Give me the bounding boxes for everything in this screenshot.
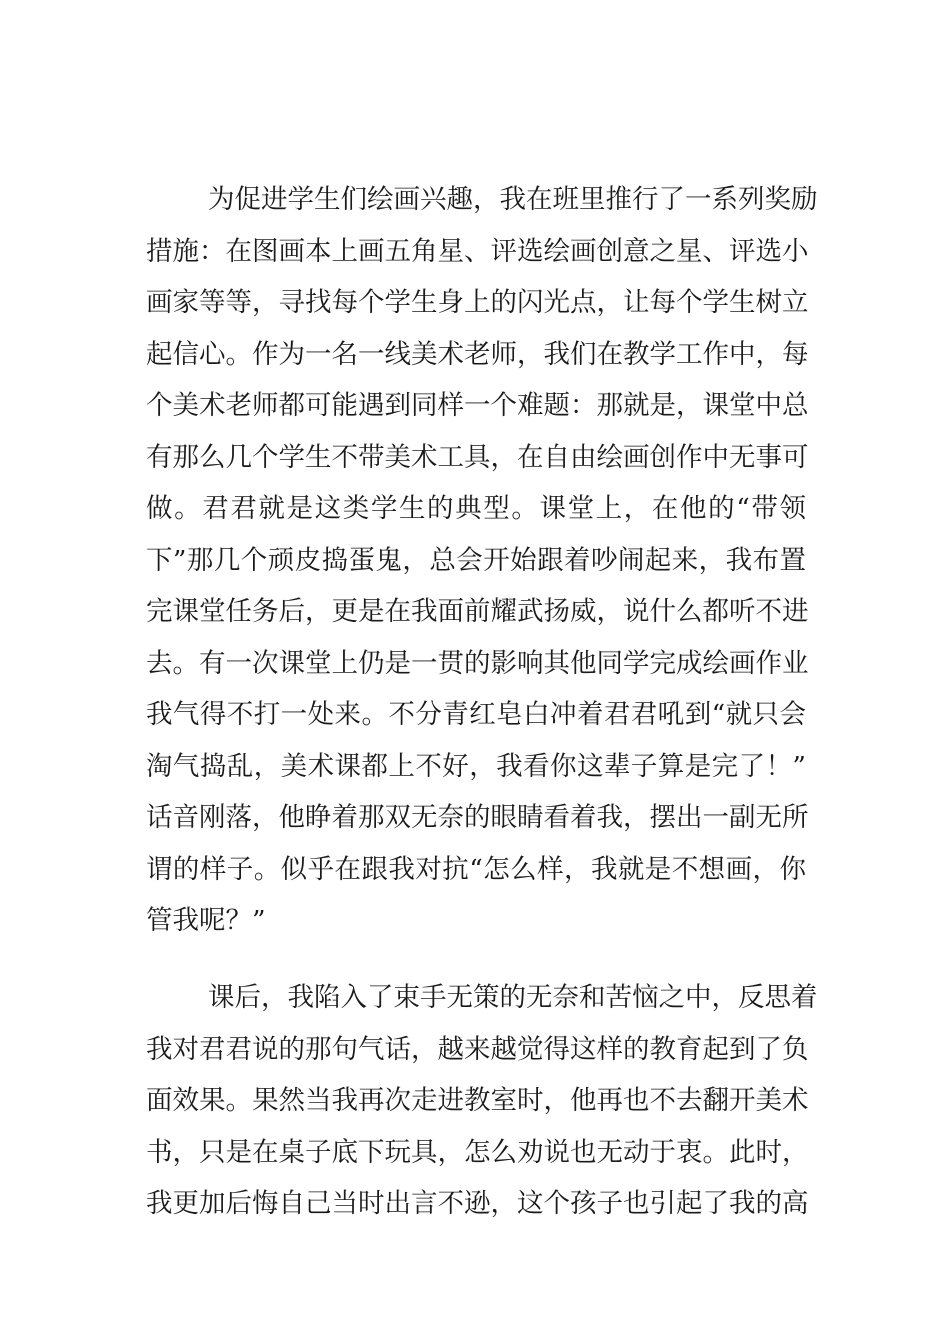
paragraph-line: 我气得不打一处来。不分青红皂白冲着君君吼到“就只会	[146, 699, 806, 730]
paragraph-line: 起信心。作为一名一线美术老师，我们在教学工作中，每	[146, 338, 809, 370]
paragraph-line: 淘气捣乱，美术课都上不好，我看你这辈子算是完了！”	[146, 750, 806, 782]
paragraph-line: 措施：在图画本上画五角星、评选绘画创意之星、评选小	[146, 235, 809, 267]
paragraph-line: 个美术老师都可能遇到同样一个难题：那就是，课堂中总	[146, 390, 809, 421]
paragraph-2	[146, 972, 818, 1230]
paragraph-line: 画家等等，寻找每个学生身上的闪光点，让每个学生树立	[146, 287, 809, 318]
paragraph-line: 课后，我陷入了束手无策的无奈和苦恼之中，反思着	[208, 982, 818, 1013]
paragraph-line: 我对君君说的那句气话，越来越觉得这样的教育起到了负	[146, 1033, 809, 1065]
paragraph-line: 去。有一次课堂上仍是一贯的影响其他同学完成绘画作业	[146, 647, 809, 679]
paragraph-1	[146, 174, 818, 947]
paragraph-line: 面效果。果然当我再次走进教室时，他再也不去翻开美术	[146, 1085, 809, 1116]
paragraph-line: 话音刚落，他睁着那双无奈的眼睛看着我，摆出一副无所	[146, 802, 809, 833]
paragraph-line: 书，只是在桌子底下玩具，怎么劝说也无动于衷。此时，	[146, 1136, 809, 1168]
paragraph-line: 有那么几个学生不带美术工具，在自由绘画创作中无事可	[146, 441, 809, 473]
paragraph-line: 管我呢？”	[146, 905, 266, 936]
paragraph-line: 谓的样子。似乎在跟我对抗“怎么样，我就是不想画，你	[146, 853, 806, 885]
paragraph-line: 我更加后悔自己当时出言不逊，这个孩子也引起了我的高	[146, 1188, 809, 1219]
paragraph-line: 下”那几个顽皮捣蛋鬼，总会开始跟着吵闹起来，我布置	[146, 544, 806, 576]
paragraph-line: 为促进学生们绘画兴趣，我在班里推行了一系列奖励	[208, 184, 818, 215]
paragraph-line: 做。君君就是这类学生的典型。课堂上，在他的“带领	[146, 493, 806, 524]
paragraph-line: 完课堂任务后，更是在我面前耀武扬威，说什么都听不进	[146, 596, 809, 627]
